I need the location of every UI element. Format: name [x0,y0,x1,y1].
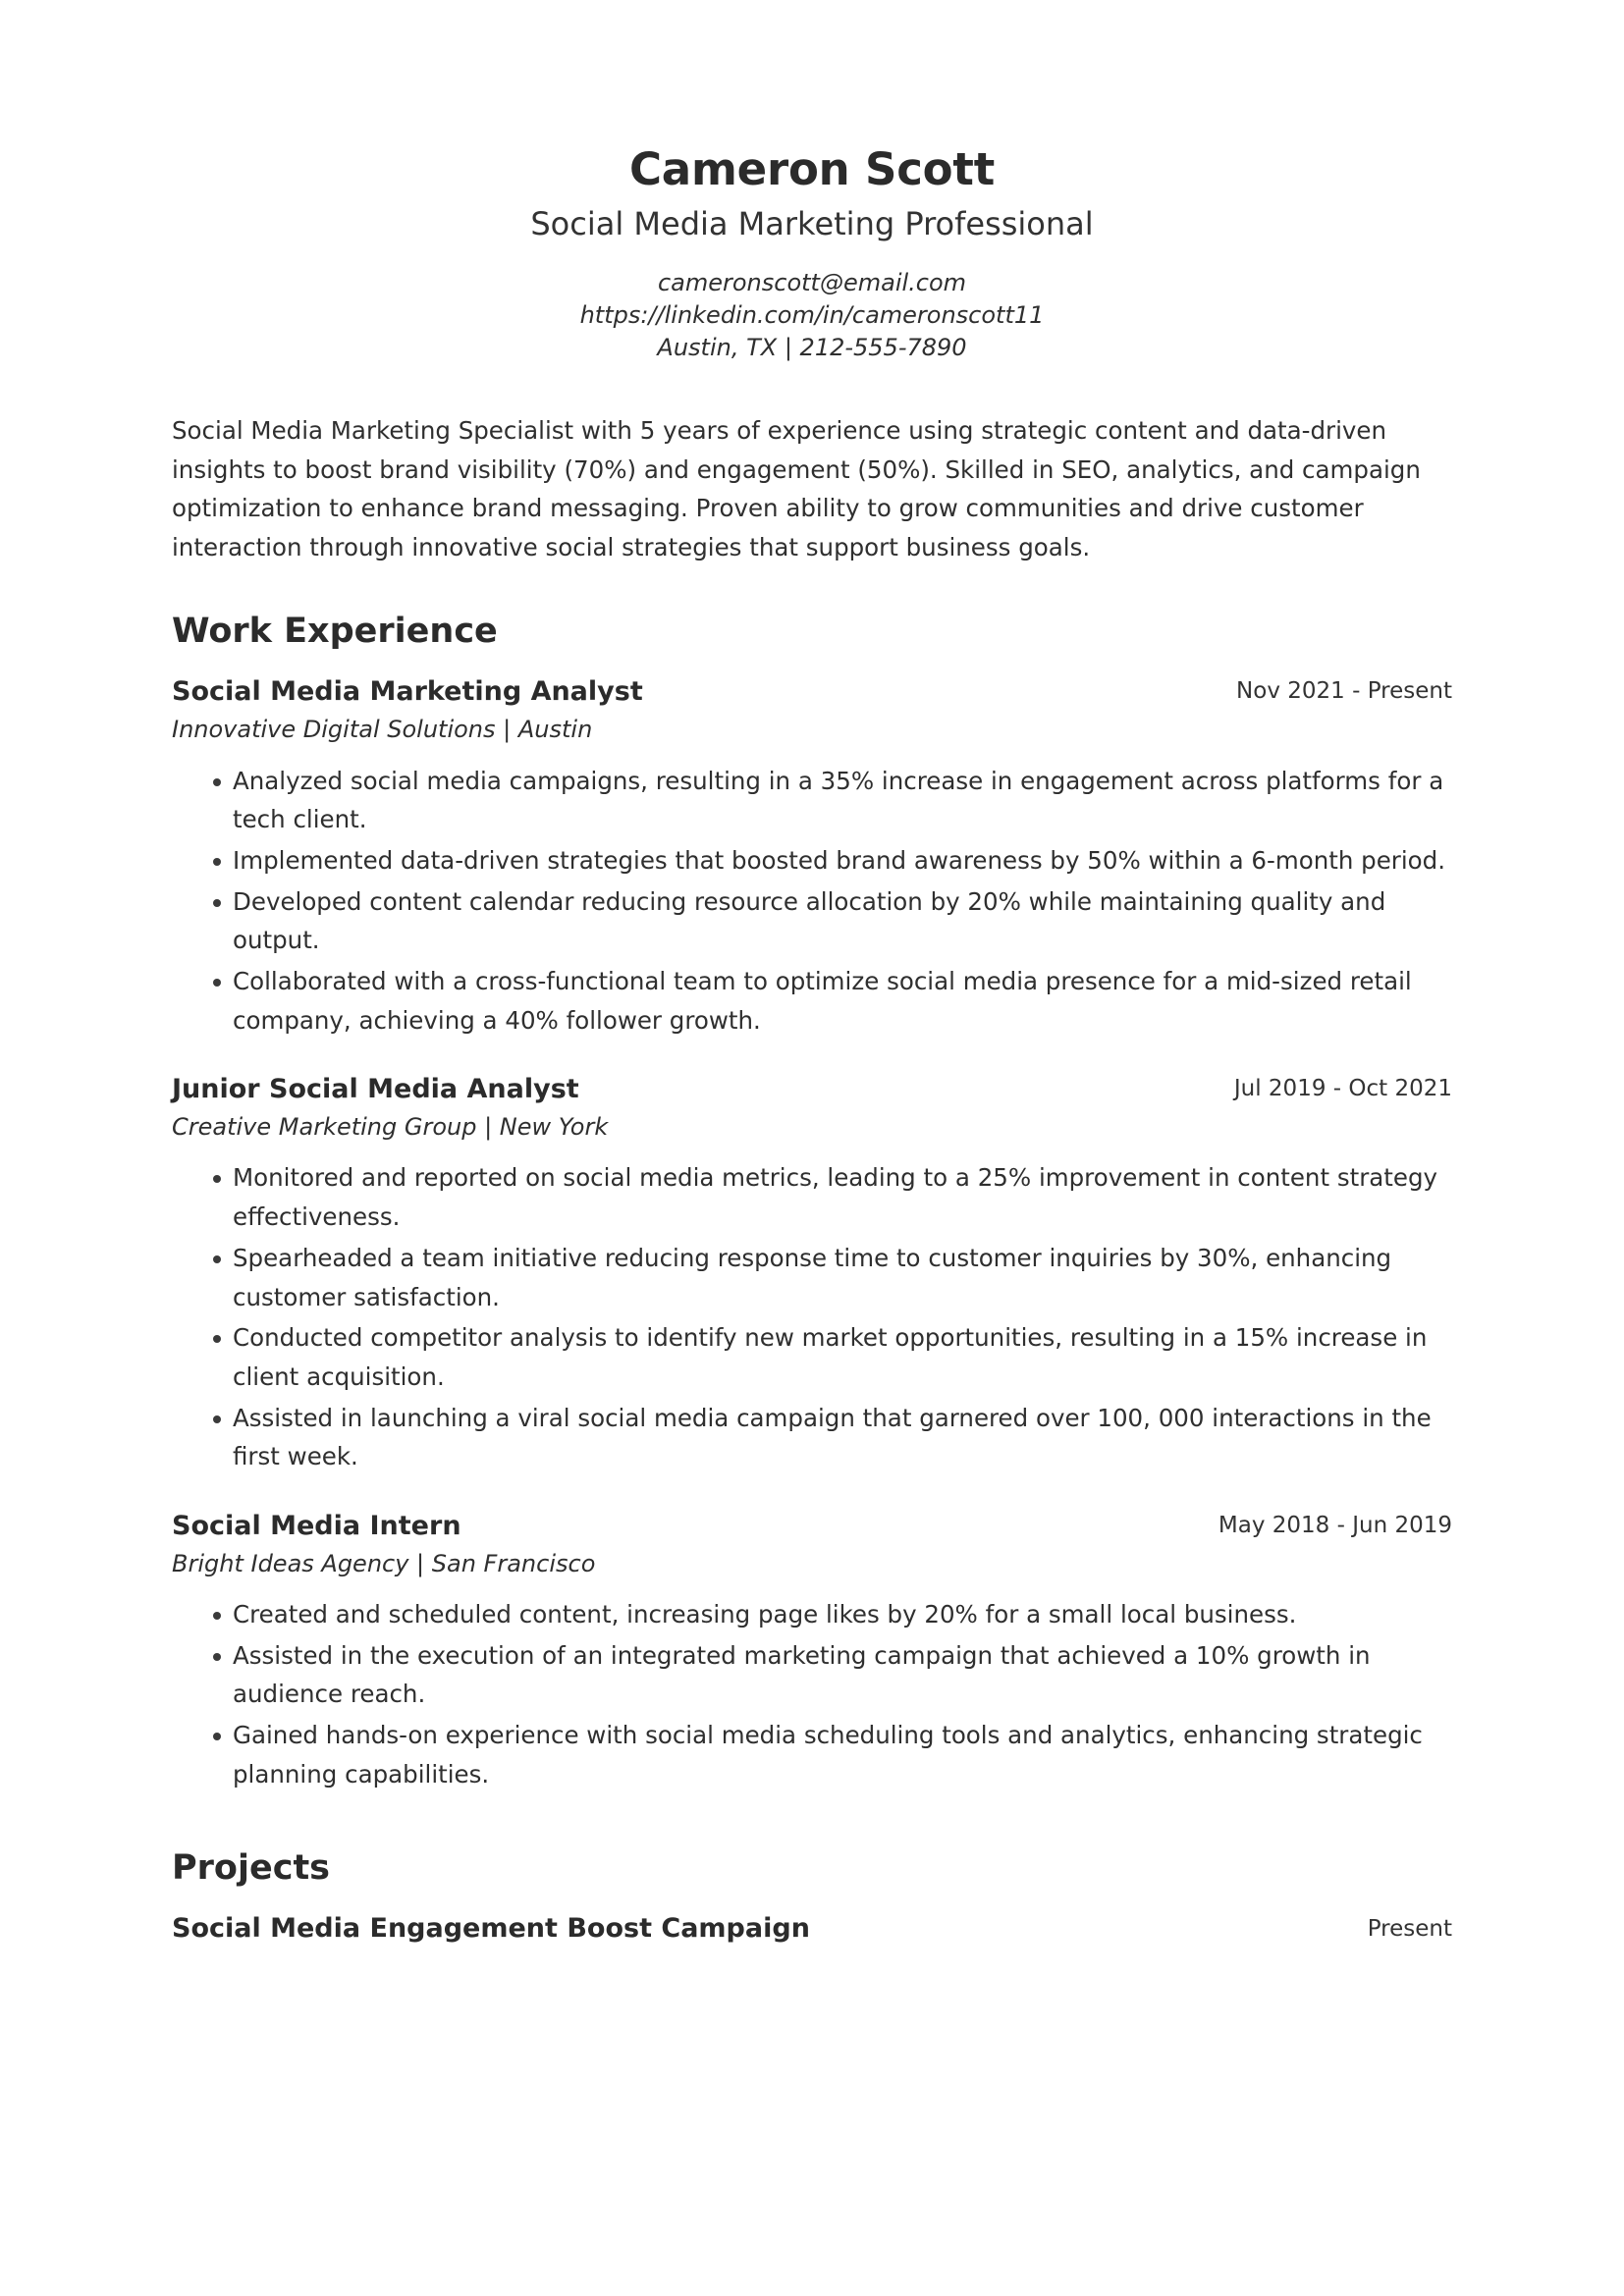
work-entry-bullet-list [172,1158,1452,1476]
list-item: Spearheaded a team initiative reducing response time to customer inquiries by 30%, enhancing customer satisfaction. [172,1239,1452,1316]
work-entry [172,675,1452,1040]
candidate-name: Cameron Scott [628,143,996,195]
work-entry-bullet-list [172,1595,1452,1793]
resume-header [172,0,1452,364]
work-entry-date: May 2018 - Jun 2019 [1218,1512,1452,1538]
work-entry [172,1073,1452,1476]
project-entry-header [172,1912,1452,1946]
work-experience-section [172,613,1452,1794]
projects-section [172,1849,1452,1946]
project-entry [172,1912,1452,1946]
work-entry-header [172,675,1452,709]
work-entry-date: Jul 2019 - Oct 2021 [1233,1076,1452,1102]
work-entry-organization: Innovative Digital Solutions | Austin [172,716,593,744]
contact-email[interactable]: cameronscott@email.com [657,268,967,296]
work-entry-organization: Creative Marketing Group | New York [172,1113,609,1142]
work-entry-role: Social Media Marketing Analyst [172,676,643,708]
contact-location-phone: Austin, TX | 212-555-7890 [657,334,967,361]
list-item: Assisted in the execution of an integrated marketing campaign that achieved a 10% growth in audience reach. [172,1636,1452,1714]
work-entry-bullet-list [172,762,1452,1041]
list-item: Assisted in launching a viral social media campaign that garnered over 100, 000 interactions in the first week. [172,1399,1452,1476]
project-entry-date: Present [1367,1916,1452,1943]
work-entry-role: Social Media Intern [172,1510,461,1541]
list-item: Developed content calendar reducing resource allocation by 20% while maintaining quality and output. [172,882,1452,960]
work-experience-heading: Work Experience [172,611,498,651]
contact-linkedin-url[interactable]: https://linkedin.com/in/cameronscott11 [579,300,1045,329]
list-item: Conducted competitor analysis to identify new market opportunities, resulting in a 15% increase in client acquisition. [172,1318,1452,1396]
list-item: Monitored and reported on social media metrics, leading to a 25% improvement in content strategy effectiveness. [172,1158,1452,1236]
professional-summary: Social Media Marketing Specialist with 5 years of experience using strategic content and data-driven insights to boost brand visibility (70%) and engagement (50%). Skilled in SEO, analytics, and campaign optimization to enhance brand messaging. Proven ability to grow communities and drive customer interaction through innovative social strategies that support business goals. [172,416,1421,562]
work-entry-organization: Bright Ideas Agency | San Francisco [172,1549,596,1577]
work-entry-role: Junior Social Media Analyst [172,1074,579,1105]
candidate-job-title: Social Media Marketing Professional [530,205,1094,243]
list-item: Implemented data-driven strategies that boosted brand awareness by 50% within a 6-month period. [172,841,1452,881]
project-entry-title: Social Media Engagement Boost Campaign [172,1913,810,1945]
projects-heading: Projects [172,1847,331,1888]
list-item: Gained hands-on experience with social media scheduling tools and analytics, enhancing strategic planning capabilities. [172,1716,1452,1793]
work-entry [172,1510,1452,1794]
list-item: Created and scheduled content, increasing page likes by 20% for a small local business. [172,1595,1452,1634]
contact-block [172,267,1452,364]
work-entry-date: Nov 2021 - Present [1236,678,1452,705]
list-item: Analyzed social media campaigns, resulting in a 35% increase in engagement across platforms for a tech client. [172,762,1452,839]
work-entry-header [172,1510,1452,1543]
list-item: Collaborated with a cross-functional team to optimize social media presence for a mid-sized retail company, achieving a 40% follower growth. [172,962,1452,1040]
work-entry-header [172,1073,1452,1106]
